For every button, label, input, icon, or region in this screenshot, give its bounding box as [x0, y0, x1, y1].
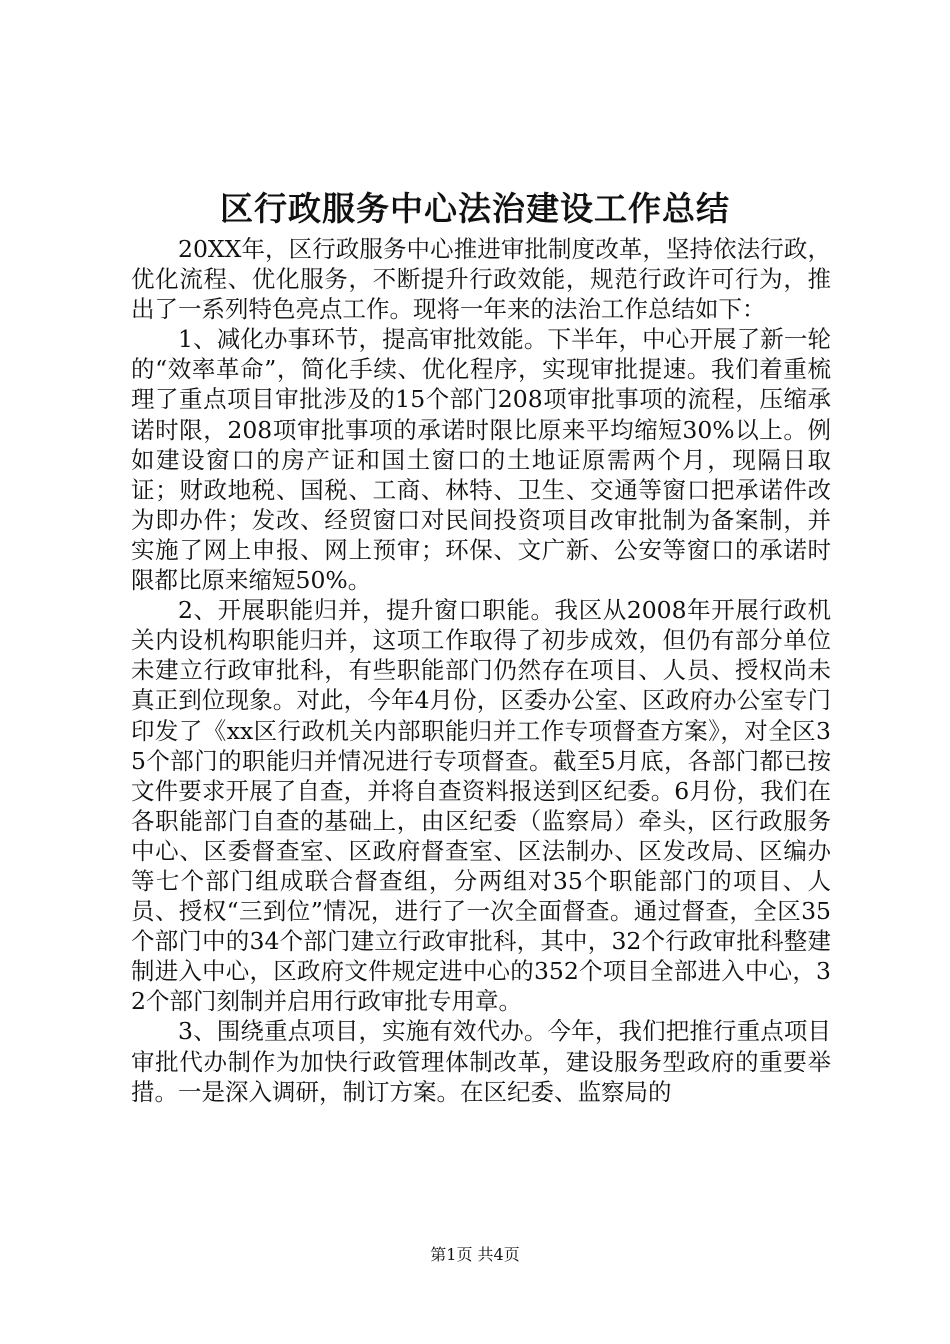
page-number-footer: 第1页 共4页	[430, 1245, 520, 1264]
paragraph-intro: 20XX年，区行政服务中心推进审批制度改革，坚持依法行政，优化流程、优化服务，不断提升行政效能，规范行政许可行为，推出了一系列特色亮点工作。现将一年来的法治工作总结如下：	[131, 235, 831, 324]
paragraph-item-3: 3、围绕重点项目，实施有效代办。今年，我们把推行重点项目审批代办制作为加快行政管理体制改革，建设服务型政府的重要举措。一是深入调研，制订方案。在区纪委、监察局的	[131, 1017, 831, 1106]
paragraph-item-1: 1、减化办事环节，提高审批效能。下半年，中心开展了新一轮的“效率革命”，简化手续、优化程序，实现审批提速。我们着重梳理了重点项目审批涉及的15个部门208项审批事项的流程，压缩承诺时限，208项审批事项的承诺时限比原来平均缩短30%以上。例如建设窗口的房产证和国土窗口的土地证原需两个月，现隔日取证；财政地税、国税、工商、林特、卫生、交通等窗口把承诺件改为即办件；发改、经贸窗口对民间投资项目改审批制为备案制，并实施了网上申报、网上预审；环保、文广新、公安等窗口的承诺时限都比原来缩短50%。	[131, 325, 831, 595]
document-title: 区行政服务中心法治建设工作总结	[220, 189, 730, 228]
document-body	[131, 234, 831, 1107]
paragraph-item-2: 2、开展职能归并，提升窗口职能。我区从2008年开展行政机关内设机构职能归并，这项工作取得了初步成效，但仍有部分单位未建立行政审批科，有些职能部门仍然存在项目、人员、授权尚未真正到位现象。对此，今年4月份，区委办公室、区政府办公室专门印发了《xx区行政机关内部职能归并工作专项督查方案》，对全区35个部门的职能归并情况进行专项督查。截至5月底，各部门都已按文件要求开展了自查，并将自查资料报送到区纪委。6月份，我们在各职能部门自查的基础上，由区纪委（监察局）牵头，区行政服务中心、区委督查室、区政府督查室、区法制办、区发改局、区编办等七个部门组成联合督查组，分两组对35个职能部门的项目、人员、授权“三到位”情况，进行了一次全面督查。通过督查，全区35个部门中的34个部门建立行政审批科，其中，32个行政审批科整建制进入中心，区政府文件规定进中心的352个项目全部进入中心，32个部门刻制并启用行政审批专用章。	[131, 596, 831, 1016]
